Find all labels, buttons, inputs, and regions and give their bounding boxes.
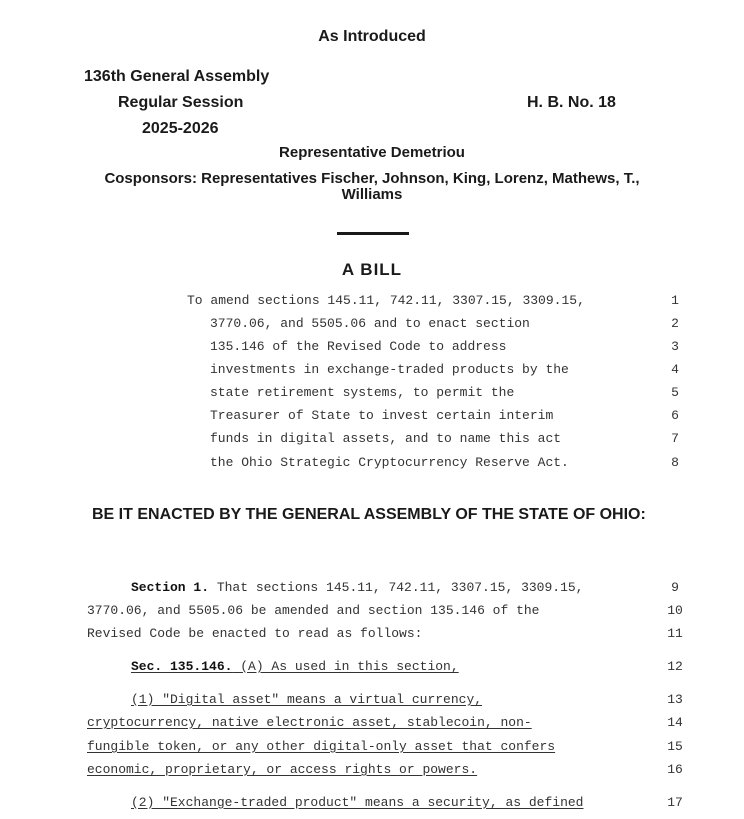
section-label: Section 1. bbox=[131, 580, 210, 595]
body-line-13 bbox=[131, 692, 482, 707]
title-line-8: the Ohio Strategic Cryptocurrency Reserve Act. bbox=[210, 455, 569, 470]
document-status: As Introduced bbox=[318, 28, 426, 45]
body-text: That sections 145.11, 742.11, 3307.15, 3309.15, bbox=[209, 580, 584, 595]
line-number: 14 bbox=[667, 715, 683, 730]
line-number: 10 bbox=[667, 603, 683, 618]
body-text: cryptocurrency, native electronic asset, stablecoin, non- bbox=[87, 715, 532, 730]
line-number: 4 bbox=[671, 362, 679, 377]
title-line-4: investments in exchange-traded products by the bbox=[210, 362, 569, 377]
line-number: 12 bbox=[667, 659, 683, 674]
sponsor: Representative Demetriou bbox=[279, 144, 465, 161]
body-line-9 bbox=[131, 580, 583, 595]
bill-number: H. B. No. 18 bbox=[527, 94, 616, 111]
body-text: (A) As used in this section, bbox=[232, 659, 459, 674]
line-number: 8 bbox=[671, 455, 679, 470]
enacting-clause: BE IT ENACTED BY THE GENERAL ASSEMBLY OF THE STATE OF OHIO: bbox=[92, 506, 646, 523]
body-line-15 bbox=[87, 739, 555, 754]
line-number: 17 bbox=[667, 795, 683, 810]
session-label: Regular Session bbox=[118, 94, 244, 111]
line-number: 2 bbox=[671, 316, 679, 331]
body-line-12 bbox=[131, 659, 459, 674]
title-line-7: funds in digital assets, and to name this act bbox=[210, 431, 562, 446]
cosponsors-line-2: Williams bbox=[341, 186, 403, 203]
line-number: 7 bbox=[671, 431, 679, 446]
title-line-3: 135.146 of the Revised Code to address bbox=[210, 339, 507, 354]
title-divider bbox=[337, 232, 409, 235]
assembly-label: 136th General Assembly bbox=[84, 68, 270, 85]
bill-heading: A BILL bbox=[341, 260, 403, 279]
title-line-1: To amend sections 145.11, 742.11, 3307.15, 3309.15, bbox=[187, 293, 585, 308]
line-number: 16 bbox=[667, 762, 683, 777]
new-section-label: Sec. 135.146. bbox=[131, 659, 233, 674]
body-text: economic, proprietary, or access rights or powers. bbox=[87, 762, 478, 777]
title-line-2: 3770.06, and 5505.06 and to enact section bbox=[210, 316, 530, 331]
body-line-10: 3770.06, and 5505.06 be amended and section 135.146 of the bbox=[87, 603, 540, 618]
session-years: 2025-2026 bbox=[142, 120, 219, 137]
body-line-17 bbox=[131, 795, 583, 810]
line-number: 11 bbox=[667, 626, 683, 641]
line-number: 13 bbox=[667, 692, 683, 707]
body-line-16 bbox=[87, 762, 477, 777]
body-line-11: Revised Code be enacted to read as follows: bbox=[87, 626, 423, 641]
title-line-5: state retirement systems, to permit the bbox=[210, 385, 515, 400]
body-text: (1) "Digital asset" means a virtual currency, bbox=[131, 692, 483, 707]
line-number: 15 bbox=[667, 739, 683, 754]
body-text: fungible token, or any other digital-only asset that confers bbox=[87, 739, 556, 754]
line-number: 6 bbox=[671, 408, 679, 423]
title-line-6: Treasurer of State to invest certain interim bbox=[210, 408, 554, 423]
line-number: 9 bbox=[671, 580, 679, 595]
body-line-14 bbox=[87, 715, 532, 730]
cosponsors-line-1: Cosponsors: Representatives Fischer, Johnson, King, Lorenz, Mathews, T., bbox=[104, 170, 640, 187]
line-number: 1 bbox=[671, 293, 679, 308]
body-text: (2) "Exchange-traded product" means a security, as defined bbox=[131, 795, 584, 810]
line-number: 3 bbox=[671, 339, 679, 354]
line-number: 5 bbox=[671, 385, 679, 400]
